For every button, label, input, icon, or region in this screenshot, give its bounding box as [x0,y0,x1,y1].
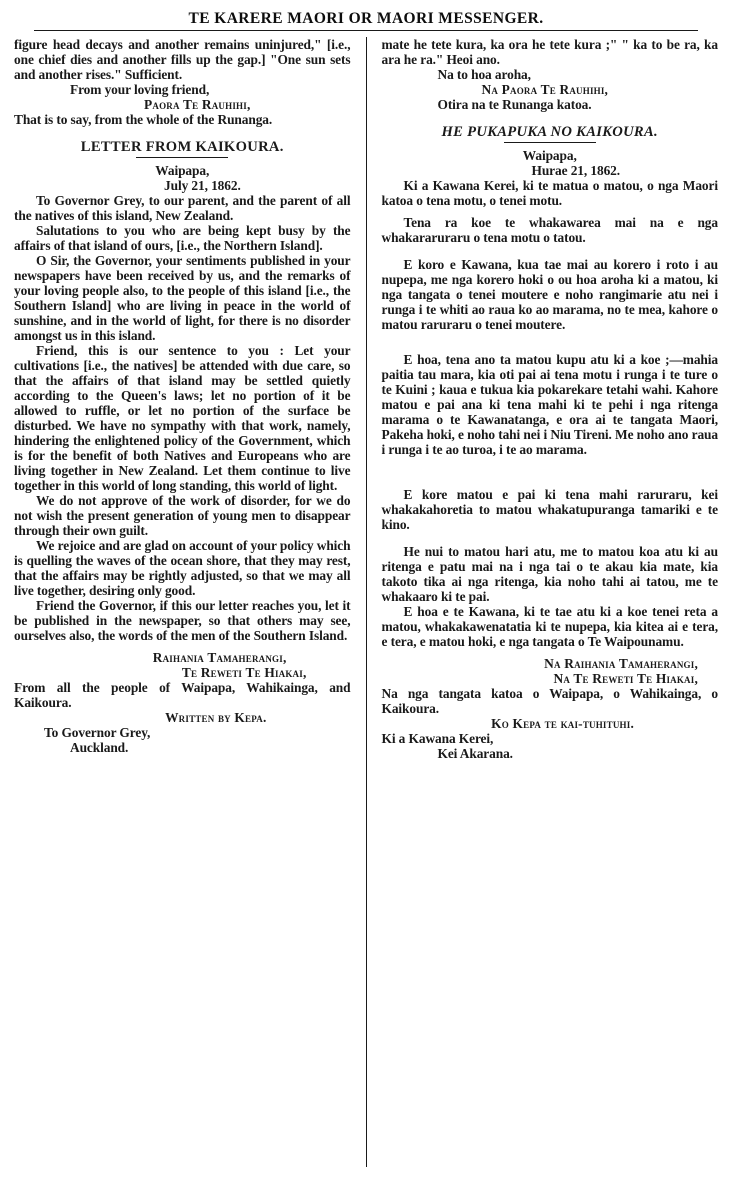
place-line: Waipapa, [522,148,577,163]
page-title: TE KARERE MAORI OR MAORI MESSENGER. [188,10,544,27]
from-line: Na nga tangata katoa o Waipapa, o Wahikainga, o Kaikoura. [381,686,718,716]
paragraph: E kore matou e pai ki tena mahi raruraru, kei whakakahoretia to matou whakatupuranga tamariki e te kino. [381,487,718,532]
address-line: Ki a Kawana Kerei, [381,731,494,746]
paragraph: E koro e Kawana, kua tae mai au korero i roto i au nupepa, me nga korero hoki o ou hoa aroha ki a matou, ki nga tangata o tenei moutere e noho rangimarie atu nei i runga i te whiti ao raua ko ao marama, no te mea, kahore o matou raruraru o tenei moutere. [381,257,718,332]
heading-divider [136,157,228,158]
paragraph: We rejoice and are glad on account of your policy which is quelling the waves of the ocean shore, that they may rest, that the affairs may be rightly adjusted, so that we may all live together, desiring only good. [14,538,351,598]
closing-note: That is to say, from the whole of the Runanga. [14,112,273,127]
date-line: Hurae 21, 1862. [531,163,621,178]
spacer [382,649,719,656]
paragraph: Ki a Kawana Kerei, ki te matua o matou, o nga Maori katoa o tena motu, o tenei motu. [381,178,718,208]
masthead-divider [34,30,698,31]
paragraph: We do not approve of the work of disorder, for we do not wish the present generation of young men to disappear through their own guilt. [14,493,351,538]
heading-divider [504,142,596,143]
paragraph-continued: figure head decays and another remains uninjured," [i.e., one chief dies and another fills up the gap.] "One sun sets and another rises." Sufficient. [14,37,351,82]
paragraph-continued: mate he tete kura, ka ora he tete kura ;" " ka to be ra, ka ara he ra." Heoi ano. [381,37,718,67]
address-line: To Governor Grey, [44,725,151,740]
paragraph: To Governor Grey, to our parent, and the parent of all the natives of this island, New Zealand. [14,193,351,223]
signature: Te Reweti Te Hiakai, [181,665,307,680]
paragraph: E hoa, tena ano ta matou kupu atu ki a koe ;—mahia paitia tau mara, kia oti pai ai tena motu i runga i te ture o te Kuini ; kaua e tukua kia pokarekare tetahi wahi. Kahore matou e pai ana ki tena mahi ki te pehi i nga ritenga marama o te Kawanatanga, e ora ai te tangata Maori, Pakeha hoki, e noho tahi nei i Niu Tireni. Me noho ano raua i runga i te ao turoa, i te ao marama. [381,352,718,457]
address-line: Auckland. [70,740,129,755]
paragraph: Salutations to you who are being kept busy by the affairs of that island of ours, [i.e., the Northern Island]. [14,223,351,253]
written-by-line: Ko Kepa te kai-tuhituhi. [491,716,634,731]
spacer [382,457,719,487]
column-divider [366,37,367,1167]
paragraph: E hoa e te Kawana, ki te tae atu ki a koe tenei reta a matou, whakakawenatatia ki te nupepa, kia kitea ai e tera, e tera, e matou hoki, e nga tangata o Te Waipounamu. [381,604,718,649]
paragraph: O Sir, the Governor, your sentiments published in your newspapers have been received by us, and the remarks of your loving people also, to the people of this island [i.e., the Southern Island] who are living in peace in the world of sunshine, and in the world of light, for there is no disorder amongst us in this island. [14,253,351,343]
signature: Na Paora Te Rauhihi, [481,82,609,97]
paragraph: Friend, this is our sentence to you : Let your cultivations [i.e., the natives] be attended with due care, so that the affairs of that island may be settled quietly according to the Queen's laws; let no portion of it be allowed to ruffle, or let no portion of the surface be disturbed. We have no sympathy with that work, namely, hindering the enlightened policy of the Government, which is for the benefit of both Natives and Europeans who are living together in New Zealand. Let them continue to live together in this world of long standing, this world of light. [14,343,351,493]
section-heading-he-pukapuka: HE PUKAPUKA NO KAIKOURA. [441,124,658,140]
spacer [382,332,719,352]
closing-line: From your loving friend, [70,82,210,97]
column-maori [372,37,719,761]
column-english [14,37,361,755]
spacer [382,208,719,215]
date-line: July 21, 1862. [164,178,241,193]
section-heading-letter-kaikoura: LETTER FROM KAIKOURA. [80,139,284,155]
signature: Paora Te Rauhihi, [144,97,251,112]
paragraph: Friend the Governor, if this our letter reaches you, let it be published in the newspaper, so that others may see, ourselves also, the words of the men of the Southern Island. [14,598,351,643]
written-by-line: Written by Kepa. [165,710,267,725]
closing-note: Otira na te Runanga katoa. [437,97,592,112]
spacer [382,532,719,544]
address-line: Kei Akarana. [437,746,513,761]
spacer [382,245,719,257]
paragraph: He nui to matou hari atu, me to matou koa atu ki au ritenga e patu mai na i nga tai o te akau kia mate, kia takoto tika ai nga ritenga, kia noho tahi ai tatou, me te whakaaro ki te pai. [381,544,718,604]
two-column-body [14,37,718,1167]
signature: Raihania Tamaherangi, [152,650,287,665]
paragraph: Tena ra koe te whakawarea mai na e nga whakararuraru o tena motu o tatou. [381,215,718,245]
signature: Na Te Reweti Te Hiakai, [553,671,698,686]
place-line: Waipapa, [155,163,210,178]
from-line: From all the people of Waipapa, Wahikainga, and Kaikoura. [14,680,351,710]
signature: Na Raihania Tamaherangi, [544,656,698,671]
closing-line: Na to hoa aroha, [437,67,531,82]
spacer [14,643,351,650]
